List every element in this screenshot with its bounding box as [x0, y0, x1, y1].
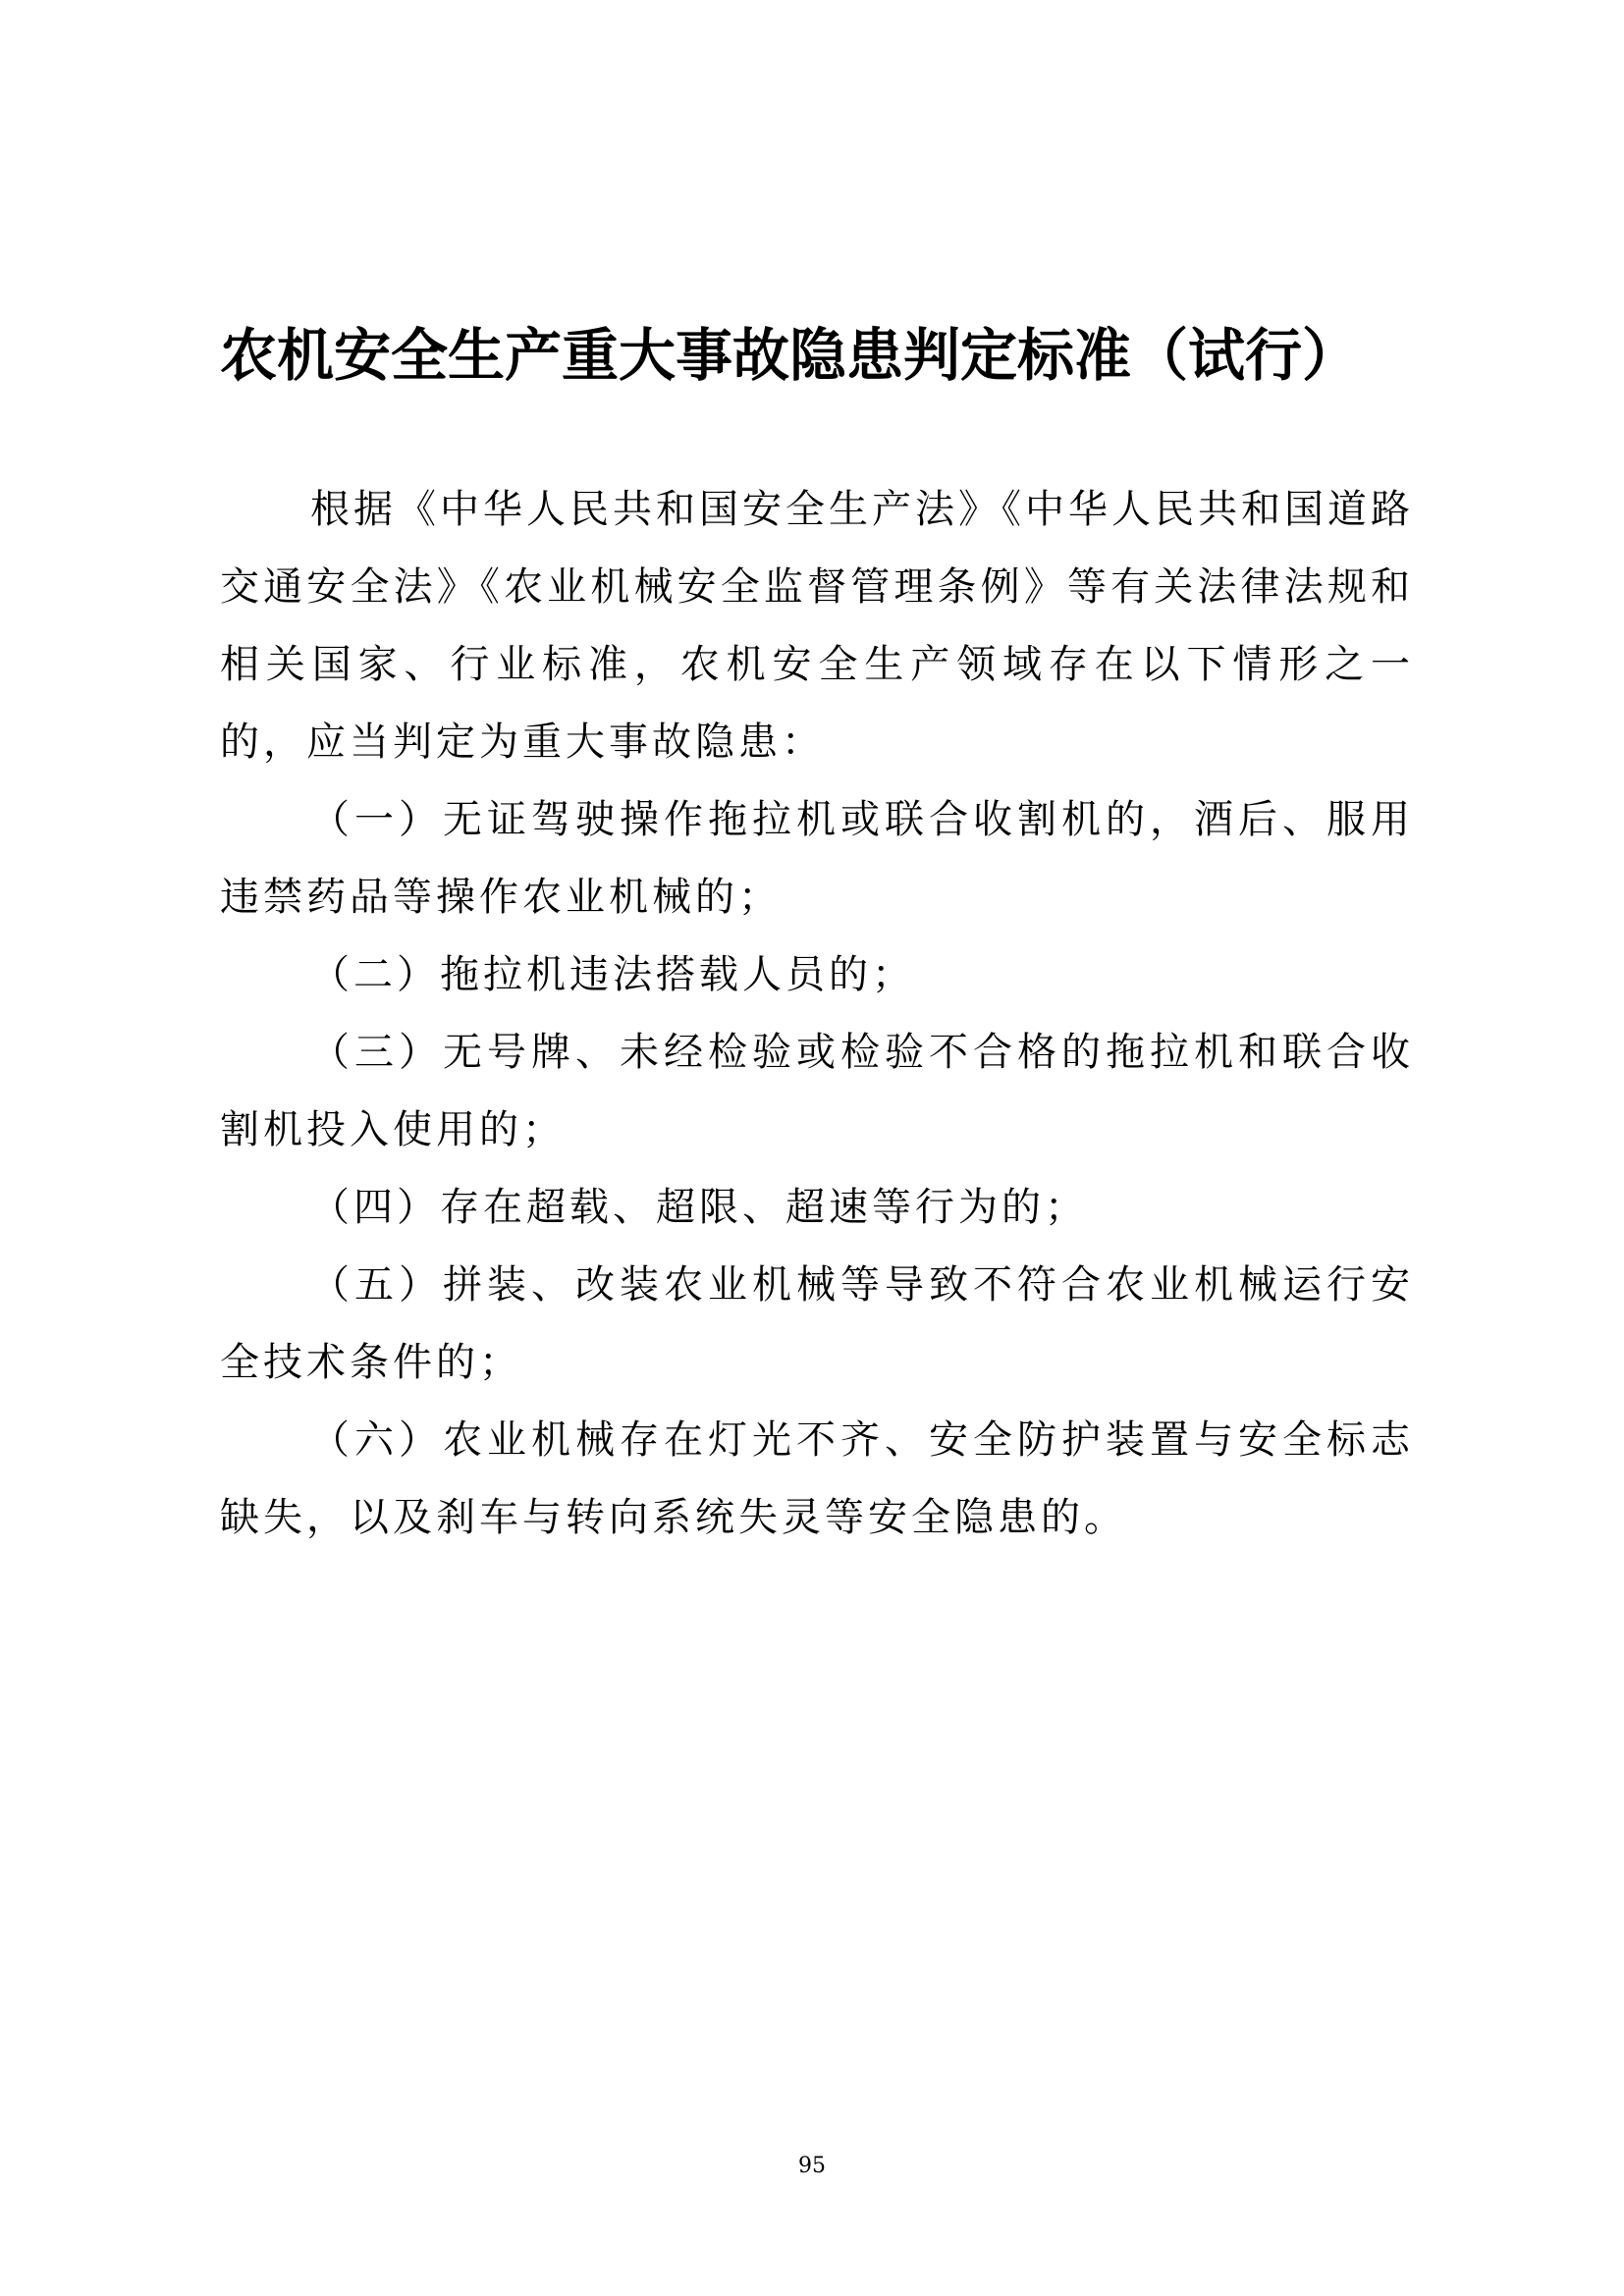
paragraph-intro: 根据《中华人民共和国安全生产法》《中华人民共和国道路交通安全法》《农业机械安全监督管理条例》等有关法律法规和相关国家、行业标准，农机安全生产领域存在以下情形之一的，应当判定为重大事故隐患：	[220, 487, 1414, 765]
document-title: 农机安全生产重大事故隐患判定标准（试行）	[220, 322, 1360, 389]
paragraph-item-1: （一）无证驾驶操作拖拉机或联合收割机的，酒后、服用违禁药品等操作农业机械的；	[220, 797, 1414, 920]
page-number: 95	[798, 2154, 826, 2178]
paragraph-item-6: （六）农业机械存在灯光不齐、安全防护装置与安全标志缺失，以及刹车与转向系统失灵等安全隐患的。	[220, 1417, 1414, 1540]
paragraph-item-5: （五）拼装、改装农业机械等导致不符合农业机械运行安全技术条件的；	[220, 1262, 1414, 1385]
paragraph-item-2: （二）拖拉机违法搭载人员的；	[310, 952, 915, 997]
paragraph-item-3: （三）无号牌、未经检验或检验不合格的拖拉机和联合收割机投入使用的；	[220, 1030, 1414, 1152]
paragraph-item-4: （四）存在超载、超限、超速等行为的；	[310, 1185, 1088, 1230]
document-body	[220, 471, 1414, 1557]
